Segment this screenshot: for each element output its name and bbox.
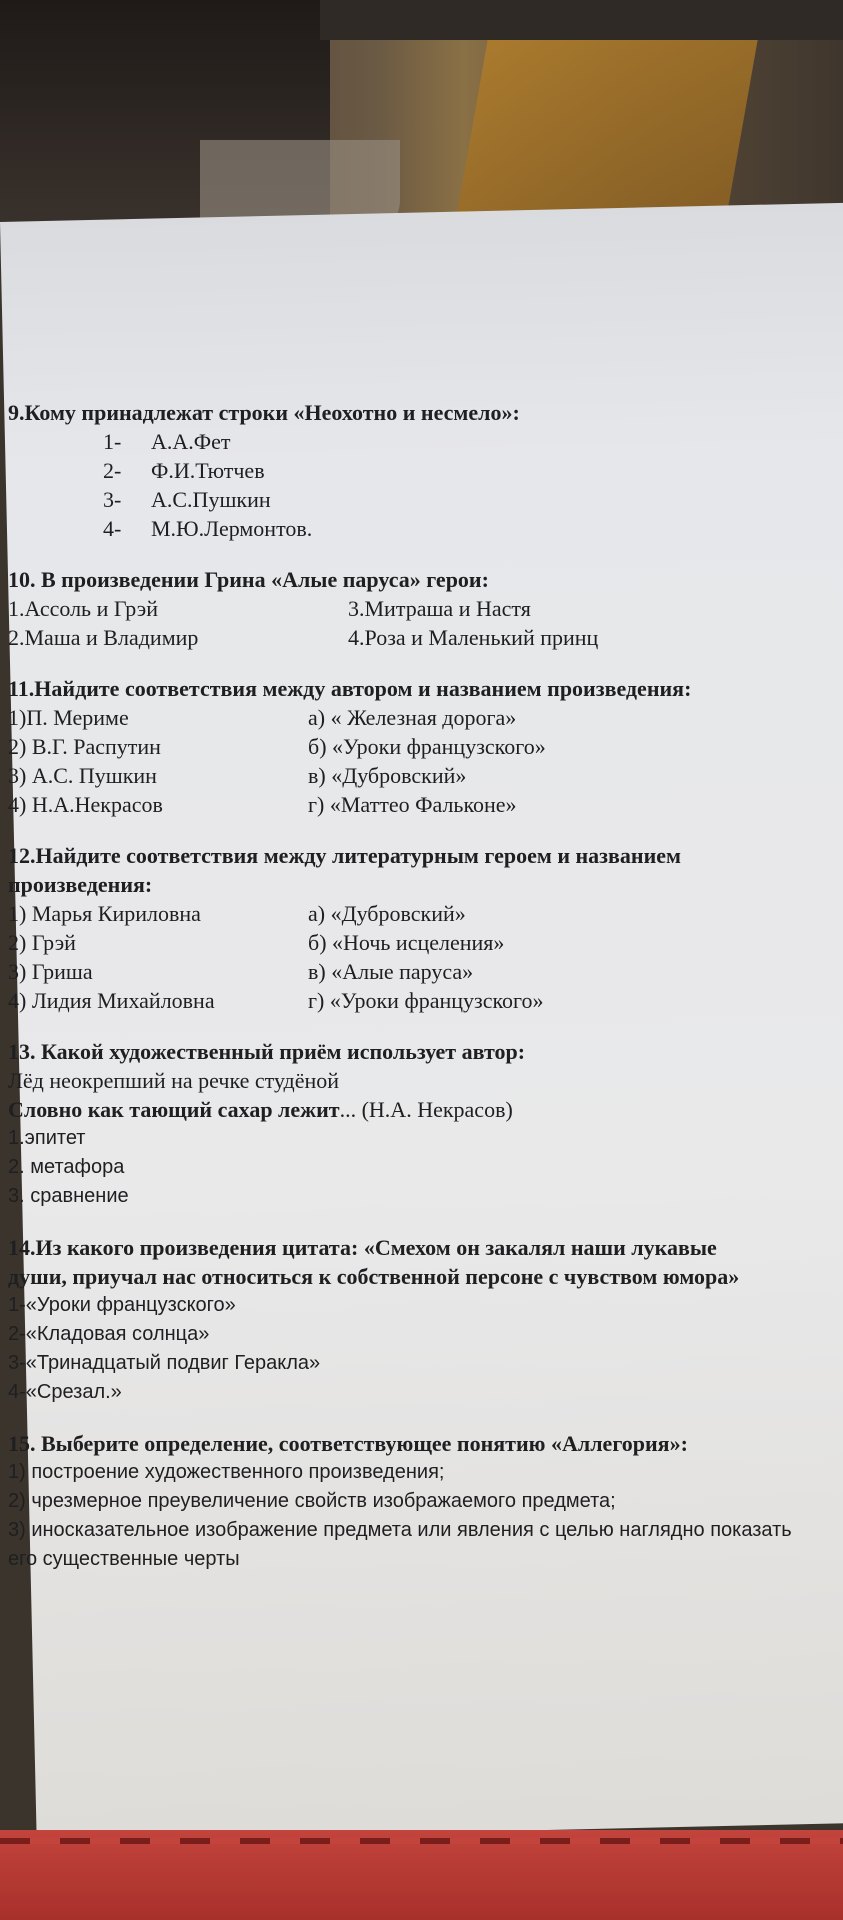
author-item: 4) Н.А.Некрасов	[8, 792, 163, 817]
test-document	[8, 398, 843, 1574]
question-13-option: 3. сравнение	[8, 1185, 129, 1207]
question-10-title: 10. В произведении Грина «Алые паруса» герои:	[8, 567, 489, 592]
poem-line-2: Словно как тающий сахар лежит... (Н.А. Некрасов)	[8, 1097, 513, 1122]
question-10	[8, 565, 843, 652]
question-15	[8, 1429, 843, 1574]
question-10-option: 3.Митраша и Настя	[348, 596, 531, 621]
hero-item: 1) Марья Кириловна	[8, 901, 201, 926]
question-13-title: 13. Какой художественный приём использует автор:	[8, 1039, 526, 1064]
author-item: 1)П. Мериме	[8, 705, 129, 730]
question-15-option: 2) чрезмерное преувеличение свойств изображаемого предмета;	[8, 1490, 616, 1512]
question-13-option: 2. метафора	[8, 1156, 125, 1178]
work-item: а) « Железная дорога»	[308, 705, 517, 730]
question-14-option: 3-«Тринадцатый подвиг Геракла»	[8, 1352, 321, 1374]
question-11-title: 11.Найдите соответствия между автором и названием произведения:	[8, 676, 692, 701]
question-9-option: 3- А.С.Пушкин	[103, 487, 271, 512]
question-13-option: 1.эпитет	[8, 1127, 86, 1149]
question-14-option: 2-«Кладовая солнца»	[8, 1323, 210, 1345]
question-10-option: 2.Маша и Владимир	[8, 625, 199, 650]
question-10-option: 1.Ассоль и Грэй	[8, 596, 158, 621]
question-9-title: 9.Кому принадлежат строки «Неохотно и несмело»:	[8, 400, 520, 425]
question-9-option: 2- Ф.И.Тютчев	[103, 458, 265, 483]
poem-line-1: Лёд неокрепший на речке студёной	[8, 1068, 340, 1093]
question-13	[8, 1037, 843, 1211]
question-9-option: 1- А.А.Фет	[103, 429, 231, 454]
question-14-title: 14.Из какого произведения цитата: «Смехом он закалял наши лукавые	[8, 1235, 717, 1260]
work-item: в) «Алые паруса»	[308, 959, 474, 984]
photo-shelf	[320, 0, 843, 40]
question-15-option: его существенные черты	[8, 1548, 240, 1570]
question-12-title-cont: произведения:	[8, 872, 153, 897]
question-11	[8, 674, 843, 819]
work-item: а) «Дубровский»	[308, 901, 466, 926]
question-14-option: 1-«Уроки французского»	[8, 1294, 236, 1316]
question-15-option: 3) иносказательное изображение предмета или явления с целью наглядно показать	[8, 1519, 792, 1541]
red-folder-edge	[0, 1830, 843, 1920]
question-12	[8, 841, 843, 1015]
question-9-option: 4- М.Ю.Лермонтов.	[103, 516, 313, 541]
work-item: б) «Уроки французского»	[308, 734, 546, 759]
author-item: 2) В.Г. Распутин	[8, 734, 161, 759]
question-14-option: 4-«Срезал.»	[8, 1381, 122, 1403]
work-item: в) «Дубровский»	[308, 763, 467, 788]
question-14	[8, 1233, 843, 1407]
question-15-option: 1) построение художественного произведения;	[8, 1461, 445, 1483]
work-item: б) «Ночь исцеления»	[308, 930, 505, 955]
work-item: г) «Маттео Фальконе»	[308, 792, 517, 817]
question-15-title: 15. Выберите определение, соответствующее понятию «Аллегория»:	[8, 1431, 688, 1456]
hero-item: 3) Гриша	[8, 959, 93, 984]
hero-item: 4) Лидия Михайловна	[8, 988, 215, 1013]
work-item: г) «Уроки французского»	[308, 988, 544, 1013]
question-12-title: 12.Найдите соответствия между литературным героем и названием	[8, 843, 681, 868]
question-10-option: 4.Роза и Маленький принц	[348, 625, 599, 650]
hero-item: 2) Грэй	[8, 930, 76, 955]
question-9	[8, 398, 843, 543]
author-item: 3) А.С. Пушкин	[8, 763, 157, 788]
question-14-title-cont: души, приучал нас относиться к собственной персоне с чувством юмора»	[8, 1264, 740, 1289]
